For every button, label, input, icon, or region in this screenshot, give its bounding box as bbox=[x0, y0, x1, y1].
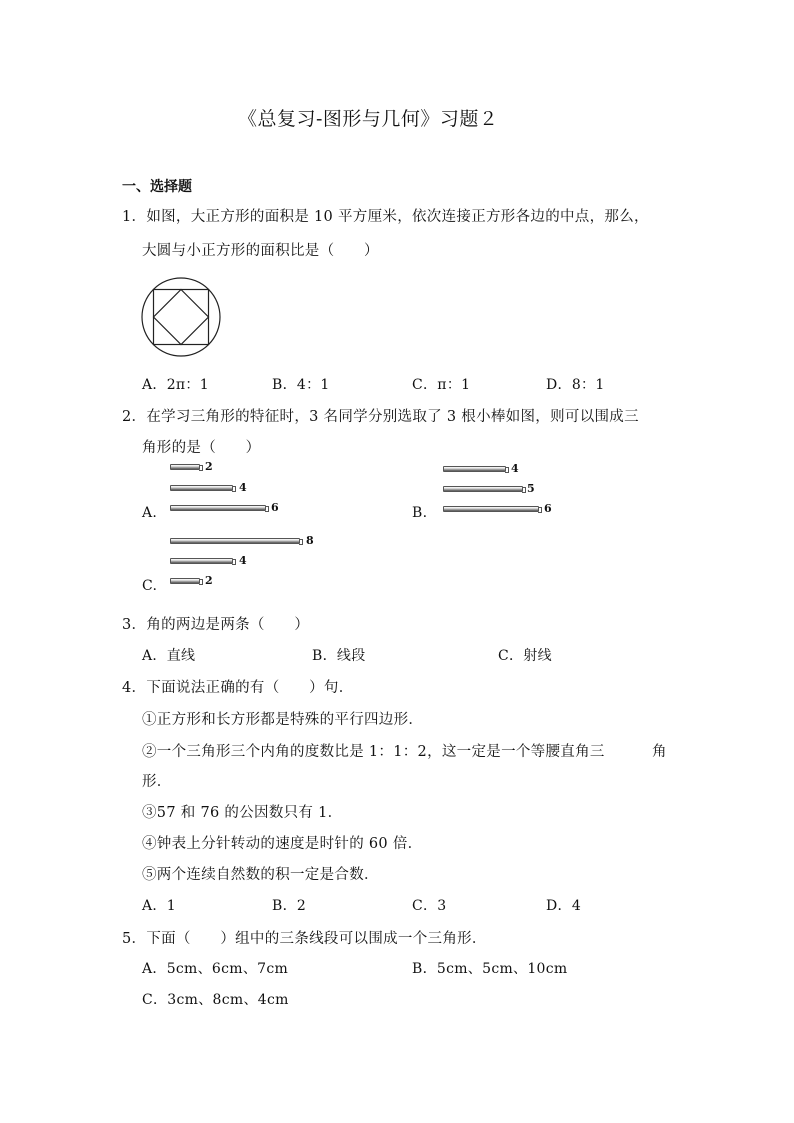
stick-a3-label: 6 bbox=[271, 501, 279, 514]
stick-c2 bbox=[170, 558, 233, 564]
q4-statement-3: ③57 和 76 的公因数只有 1． bbox=[142, 805, 343, 821]
small-square bbox=[154, 290, 209, 345]
stick-a3 bbox=[170, 505, 266, 511]
page-title: 《总复习-图形与几何》习题２ bbox=[238, 108, 499, 130]
question-2-text-line2: 角形的是（ ） bbox=[142, 440, 261, 456]
q4-statement-2-end: 角 bbox=[652, 744, 667, 760]
q4-option-c[interactable]: C．3 bbox=[412, 898, 447, 914]
q4-statement-2: ②一个三角形三个内角的度数比是 1：1：2，这一定是一个等腰直角三 bbox=[142, 744, 605, 760]
stick-c1-label: 8 bbox=[306, 534, 314, 547]
q2-option-c[interactable]: C. bbox=[142, 578, 158, 594]
stick-a1-label: 2 bbox=[205, 460, 213, 473]
stick-b3 bbox=[443, 506, 539, 512]
q3-option-c[interactable]: C．射线 bbox=[498, 648, 552, 664]
q4-option-a[interactable]: A．1 bbox=[142, 898, 176, 914]
question-3-text: 3．角的两边是两条（ ） bbox=[122, 617, 310, 633]
q1-option-a[interactable]: A．2π：1 bbox=[142, 377, 209, 393]
q4-statement-1: ①正方形和长方形都是特殊的平行四边形． bbox=[142, 712, 424, 728]
stick-b2 bbox=[443, 486, 523, 492]
q2-option-b[interactable]: B. bbox=[412, 505, 428, 521]
q5-option-c[interactable]: C．3cm、8cm、4cm bbox=[142, 992, 289, 1008]
question-1-text-line1: 1．如图，大正方形的面积是 10 平方厘米，依次连接正方形各边的中点，那么， bbox=[122, 209, 649, 225]
stick-b1-label: 4 bbox=[511, 462, 519, 475]
question-5-text: 5．下面（ ）组中的三条线段可以围成一个三角形． bbox=[122, 931, 487, 947]
stick-a2-label: 4 bbox=[239, 481, 247, 494]
q3-option-b[interactable]: B．线段 bbox=[312, 648, 366, 664]
q5-option-a[interactable]: A．5cm、6cm、7cm bbox=[142, 961, 289, 977]
question-2-text-line1: 2．在学习三角形的特征时，3 名同学分别选取了 3 根小棒如图，则可以围成三 bbox=[122, 409, 639, 425]
question-4-text: 4．下面说法正确的有（ ）句． bbox=[122, 680, 354, 696]
stick-b3-label: 6 bbox=[544, 502, 552, 515]
stick-c3-label: 2 bbox=[205, 574, 213, 587]
q4-statement-5: ⑤两个连续自然数的积一定是合数． bbox=[142, 867, 379, 883]
q1-option-d[interactable]: D．8：1 bbox=[546, 377, 605, 393]
stick-a2 bbox=[170, 485, 233, 491]
section-heading: 一、选择题 bbox=[122, 179, 192, 195]
stick-c3 bbox=[170, 578, 200, 584]
stick-c2-label: 4 bbox=[239, 554, 247, 567]
q1-option-b[interactable]: B．4：1 bbox=[272, 377, 330, 393]
q4-statement-4: ④钟表上分针转动的速度是时针的 60 倍． bbox=[142, 836, 423, 852]
q4-option-b[interactable]: B．2 bbox=[272, 898, 307, 914]
q4-statement-2-cont: 形． bbox=[142, 774, 172, 790]
stick-c1 bbox=[170, 538, 300, 544]
stick-b2-label: 5 bbox=[527, 482, 535, 495]
circle-square-figure bbox=[140, 276, 222, 358]
q5-option-b[interactable]: B．5cm、5cm、10cm bbox=[412, 961, 568, 977]
question-1-text-line2: 大圆与小正方形的面积比是（ ） bbox=[142, 243, 379, 259]
q3-option-a[interactable]: A．直线 bbox=[142, 648, 196, 664]
q4-option-d[interactable]: D．4 bbox=[546, 898, 582, 914]
q2-option-a[interactable]: A. bbox=[142, 505, 158, 521]
stick-a1 bbox=[170, 464, 200, 470]
stick-b1 bbox=[443, 466, 506, 472]
big-square bbox=[154, 290, 209, 345]
q1-option-c[interactable]: C．π：1 bbox=[412, 377, 471, 393]
